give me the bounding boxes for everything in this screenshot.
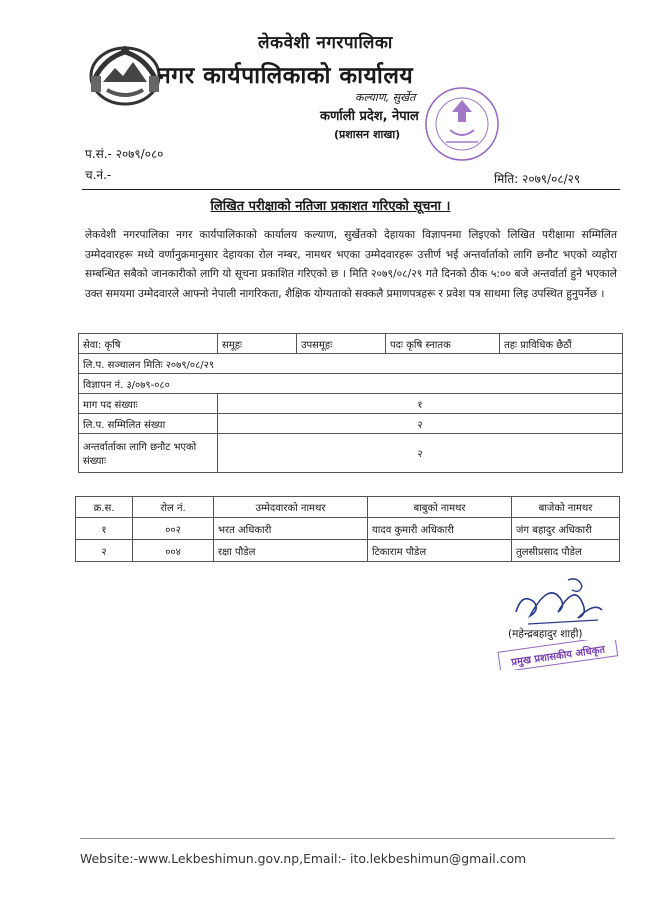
post-cell: पदः कृषि स्नातक bbox=[386, 334, 500, 354]
column-header: रोल नं. bbox=[133, 497, 214, 518]
info-label: अन्तर्वार्ताका लागि छनौट भएको संख्याः bbox=[79, 434, 218, 473]
table-row bbox=[79, 334, 623, 354]
serial-cell: १ bbox=[76, 518, 133, 540]
office-address: कल्याण, सुर्खेत bbox=[355, 91, 416, 104]
grandfather-name-cell: जंग बहादुर अधिकारी bbox=[512, 518, 620, 540]
column-header: बाजेको नामथर bbox=[512, 497, 620, 518]
notice-body: लेकवेशी नगरपालिका नगर कार्यपालिकाको कार्यालय कल्याण, सुर्खेतको देहायका विज्ञापनमा लिइएको लिखित परीक्षामा सम्मिलित उम्मेदवारहरू मध्ये वर्णानुक्रमानुसार देहायका रोल नम्बर, नामथर भएका उम्मेदवारहरू उत्तीर्ण भई अन्तर्वार्ताको लागि छनौट भएको व्यहोरा सम्बन्धित सबैको जानकारीको लागि यो सूचना प्रकाशित गरिएको छ । मिति २०७९/०८/२९ गते दिनको ठीक ५:०० बजे अन्तर्वार्ता हुने भएकाले उक्त समयमा उम्मेदवारले आफ्नो नेपाली नागरिकता, शैक्षिक योग्यताको सक्कलै प्रमाणपत्रहरू र प्रवेश पत्र साथमा लिइ उपस्थित हुनुपर्नेछ । bbox=[85, 229, 617, 300]
info-value: २ bbox=[218, 434, 623, 473]
notice-title: लिखित परीक्षाको नतिजा प्रकाशत गरिएको सूचना । bbox=[210, 199, 451, 214]
dispatch-number: च.नं.- bbox=[85, 168, 112, 182]
info-label: माग पद संख्याः bbox=[79, 394, 218, 414]
father-name-cell: टिकाराम पौडेल bbox=[368, 540, 512, 562]
table-row bbox=[79, 374, 623, 394]
roll-cell: ००२ bbox=[133, 518, 214, 540]
candidate-name-cell: भरत अधिकारी bbox=[214, 518, 368, 540]
service-cell: सेवा: कृषि bbox=[79, 334, 218, 354]
subgroup-cell: उपसमूहः bbox=[297, 334, 386, 354]
nepal-emblem-logo bbox=[85, 38, 165, 108]
office-province: कर्णाली प्रदेश, नेपाल bbox=[320, 109, 419, 124]
level-cell: तहः प्राविधिक छैठौं bbox=[500, 334, 623, 354]
roll-cell: ००४ bbox=[133, 540, 214, 562]
municipality-name: लेकवेशी नगरपालिका bbox=[258, 33, 393, 53]
column-header: उम्मेदवारको नामथर bbox=[214, 497, 368, 518]
group-cell: समूहः bbox=[218, 334, 297, 354]
handwritten-signature bbox=[508, 572, 608, 632]
designation-stamp bbox=[497, 640, 619, 670]
notice-date: मिति: २०७९/०८/२९ bbox=[494, 172, 581, 186]
table-header-row bbox=[76, 497, 620, 518]
father-name-cell: यादव कुमारी अधिकारी bbox=[368, 518, 512, 540]
table-row bbox=[76, 540, 620, 562]
info-label: लि.प. सम्मिलित संख्या bbox=[79, 414, 218, 434]
footer-contact: Website:-www.Lekbeshimun.gov.np,Email:- ito.lekbeshimun@gmail.com bbox=[80, 851, 527, 866]
reference-number: प.सं.- २०७९/०८० bbox=[85, 147, 164, 161]
column-header: क्र.स. bbox=[76, 497, 133, 518]
table-row bbox=[79, 394, 623, 414]
post-info-table bbox=[78, 333, 623, 473]
column-header: बाबुको नामथर bbox=[368, 497, 512, 518]
advert-number-cell: विज्ञापन नं. ३/०७९-०८० bbox=[79, 374, 623, 394]
grandfather-name-cell: तुलसीप्रसाद पौडेल bbox=[512, 540, 620, 562]
signer-name: (महेन्द्रबहादुर शाही) bbox=[508, 628, 583, 640]
candidate-table bbox=[75, 496, 620, 562]
table-row bbox=[79, 354, 623, 374]
table-row bbox=[79, 434, 623, 473]
office-name: नगर कार्यपालिकाको कार्यालय bbox=[158, 63, 414, 89]
office-seal-stamp bbox=[420, 82, 504, 166]
serial-cell: २ bbox=[76, 540, 133, 562]
info-value: १ bbox=[218, 394, 623, 414]
candidate-name-cell: रक्षा पौडेल bbox=[214, 540, 368, 562]
info-value: २ bbox=[218, 414, 623, 434]
stamp-text: प्रमुख प्रशासकीय अधिकृत bbox=[510, 644, 606, 669]
exam-date-cell: लि.प. सञ्चालन मितिः २०७९/०८/२९ bbox=[79, 354, 623, 374]
header-divider bbox=[82, 189, 620, 190]
office-section: (प्रशासन शाखा) bbox=[334, 128, 401, 141]
footer-divider bbox=[80, 838, 615, 839]
table-row bbox=[76, 518, 620, 540]
table-row bbox=[79, 414, 623, 434]
